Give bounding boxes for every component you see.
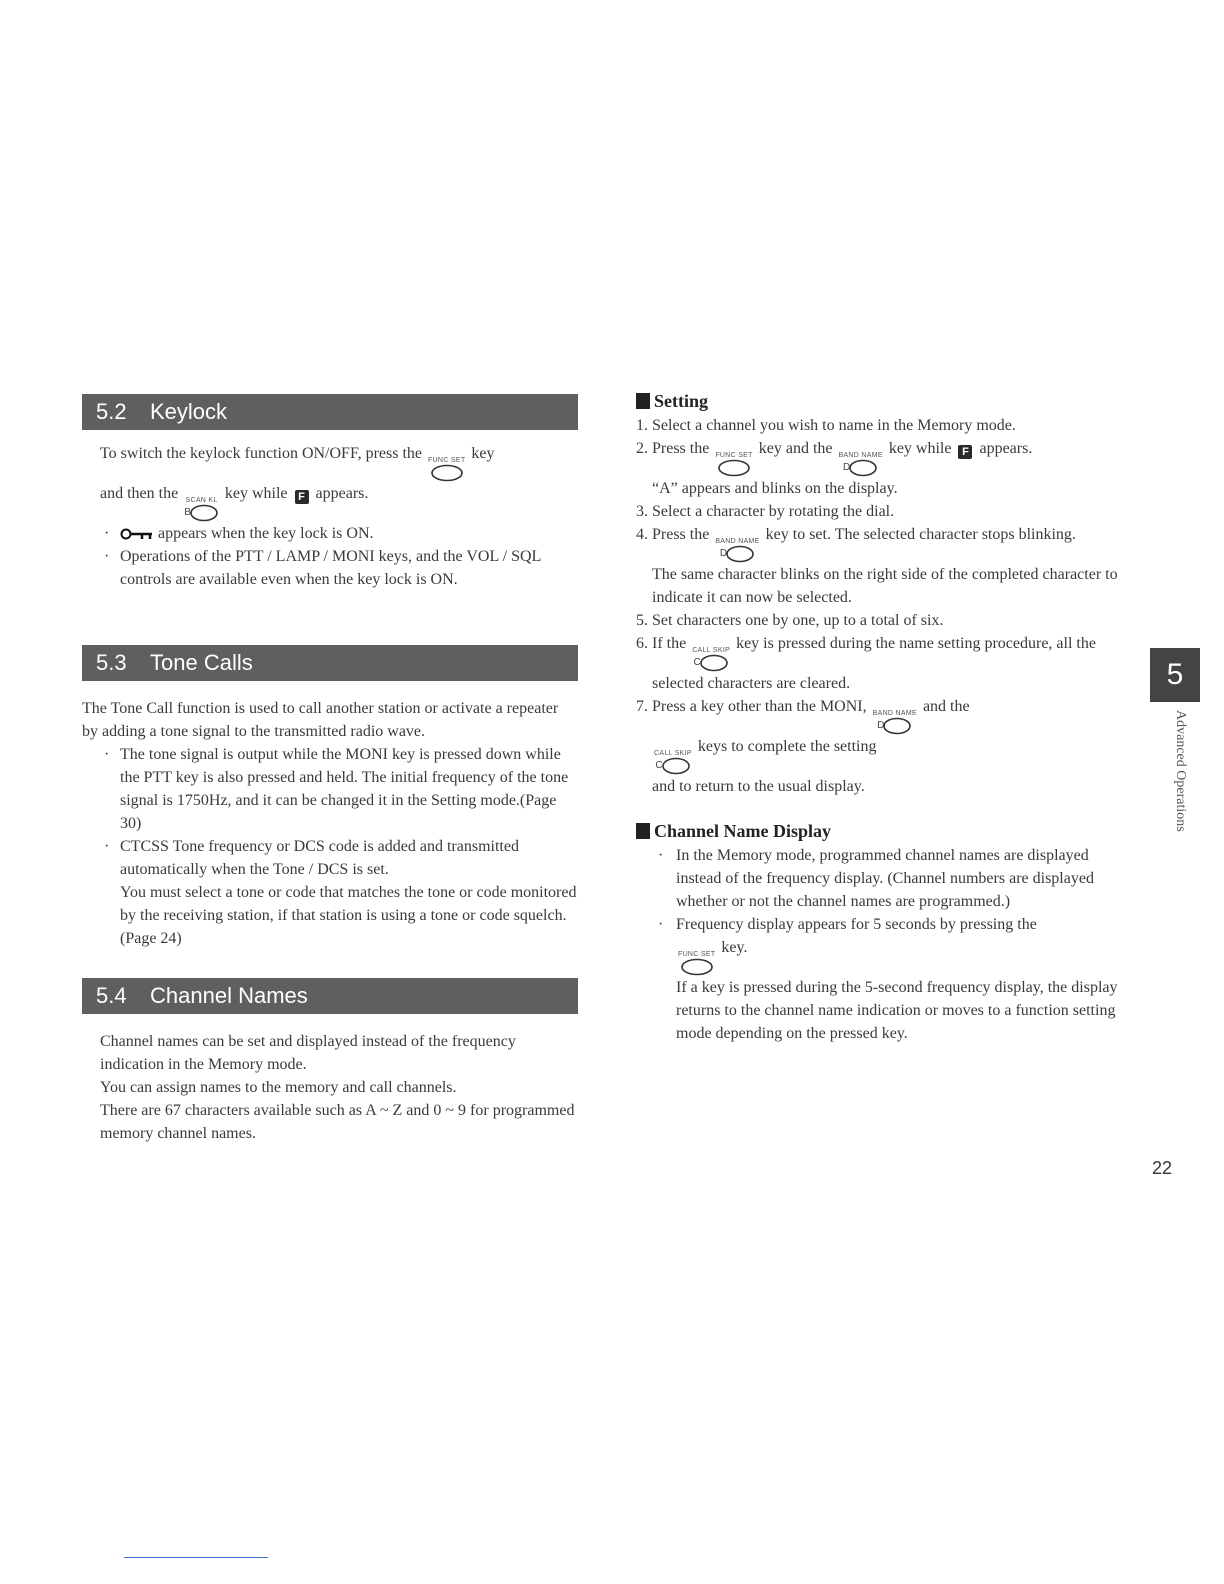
page-number: 22 (1152, 1158, 1173, 1178)
text: key to set. The selected character stops blinking. (765, 526, 1076, 543)
cnd-bullet-2 (636, 913, 1136, 976)
text: and the (922, 698, 970, 715)
section-header-keylock (82, 394, 578, 430)
func-set-key-icon (715, 452, 752, 477)
section-title: Keylock (150, 399, 228, 424)
key-oval (843, 459, 878, 477)
call-skip-key-icon (654, 750, 692, 775)
square-bullet-icon (636, 393, 650, 409)
band-name-key-icon (838, 452, 882, 477)
text: Press the (652, 526, 710, 543)
section-header-channel-names (82, 978, 578, 1014)
tone-calls-bullet-1: · The tone signal is output while the MONI key is pressed down while the PTT key is also pressed and held. The initial frequency of the tone signal is 1750Hz, and it can be changed it in the Setting mode.(Page 30) (82, 743, 578, 835)
band-name-key-icon (715, 538, 759, 563)
key-oval (184, 504, 219, 522)
text: Frequency display appears for 5 seconds by pressing the (676, 916, 1037, 933)
channel-names-p1: Channel names can be set and displayed instead of the frequency indication in the Memory mode. (100, 1033, 516, 1073)
footer-line (124, 1557, 268, 1558)
step-7 (636, 695, 1136, 798)
lock-icon (120, 528, 154, 540)
text: If the (652, 635, 687, 652)
left-column (82, 394, 578, 1145)
text: Press the (652, 440, 710, 457)
section-number: 5.2 (96, 399, 127, 424)
key-oval (655, 757, 690, 775)
keylock-bullet-1 (82, 522, 578, 545)
section-number: 5.4 (96, 983, 127, 1008)
key-prefix: C (693, 657, 701, 668)
step-number: 7. (636, 698, 648, 715)
step-2 (636, 437, 1136, 500)
key-prefix: C (655, 760, 663, 771)
channel-names-p3: There are 67 characters available such as A ~ Z and 0 ~ 9 for programmed memory channel names. (100, 1102, 575, 1142)
text: appears when the key lock is ON. (158, 525, 374, 542)
text: and to return to the usual display. (652, 778, 865, 795)
call-skip-key-icon (692, 647, 730, 672)
text: Set characters one by one, up to a total of six. (652, 612, 944, 629)
key-tag: CALL SKIP (692, 647, 731, 654)
cnd-bullet-2-cont: If a key is pressed during the 5-second frequency display, the display returns to the channel name indication or moves to a function setting mode depending on the pressed key. (676, 979, 1118, 1042)
text: key. (721, 939, 748, 956)
section-title: Channel Names (150, 983, 308, 1008)
channel-names-p2: You can assign names to the memory and call channels. (100, 1079, 457, 1096)
step-number: 3. (636, 503, 648, 520)
key-oval (680, 958, 714, 976)
text: keys to complete the setting (697, 738, 877, 755)
heading-text: Setting (654, 391, 708, 411)
key-oval (877, 717, 912, 735)
text: key while (224, 485, 288, 502)
key-oval (694, 654, 729, 672)
section-number: 5.3 (96, 650, 127, 675)
key-tag: BAND NAME (872, 710, 917, 717)
function-f-icon: F (958, 445, 972, 459)
key-prefix: D (843, 462, 851, 473)
key-tag: SCAN KL (185, 497, 218, 504)
tone-calls-bullet-2: · CTCSS Tone frequency or DCS code is added and transmitted automatically when the Tone / DCS is set. (82, 835, 578, 881)
text: “A” appears and blinks on the display. (652, 480, 898, 497)
key-tag: CALL SKIP (654, 750, 692, 757)
text: Press a key other than the MONI, (652, 698, 867, 715)
text: key (471, 445, 495, 462)
chapter-label: Advanced Operations (1173, 710, 1188, 832)
key-tag: FUNC SET (428, 457, 466, 464)
text: key and the (758, 440, 833, 457)
step-5 (636, 609, 1136, 632)
scan-kl-key-icon (184, 497, 219, 522)
step-4 (636, 523, 1136, 609)
text: and then the (100, 485, 179, 502)
text: To switch the keylock function ON/OFF, press the (100, 445, 422, 462)
channel-name-display-heading (636, 818, 1136, 844)
section-title: Tone Calls (150, 650, 253, 675)
key-tag: FUNC SET (678, 951, 716, 958)
text: key is pressed during the name setting procedure, all the selected characters are cleared. (652, 635, 1096, 692)
step-number: 6. (636, 635, 648, 652)
key-oval (717, 459, 751, 477)
step-number: 2. (636, 440, 648, 457)
band-name-key-icon (873, 710, 917, 735)
key-tag: FUNC SET (715, 452, 753, 459)
step-number: 4. (636, 526, 648, 543)
key-oval (720, 545, 755, 563)
keylock-intro (82, 430, 578, 522)
text: Select a character by rotating the dial. (652, 503, 895, 520)
key-oval (430, 464, 464, 482)
text: key while (888, 440, 952, 457)
tone-calls-bullet-2-cont: You must select a tone or code that matches the tone or code monitored by the receiving station, if that station is using a tone or code squelch.(Page 24) (120, 884, 577, 947)
tone-calls-intro: The Tone Call function is used to call another station or activate a repeater by adding a tone signal to the transmitted radio wave. (82, 700, 559, 740)
chapter-tab: 5 (1150, 648, 1200, 702)
step-1 (636, 414, 1136, 437)
text: The same character blinks on the right side of the completed character to indicate it can now be selected. (652, 566, 1118, 606)
key-tag: BAND NAME (715, 538, 760, 545)
text: appears. (979, 440, 1033, 457)
func-set-key-icon (678, 951, 715, 976)
key-prefix: B (184, 507, 191, 518)
key-prefix: D (877, 720, 885, 731)
heading-text: Channel Name Display (654, 821, 832, 841)
text: Select a channel you wish to name in the Memory mode. (652, 417, 1016, 434)
step-number: 5. (636, 612, 648, 629)
step-6 (636, 632, 1136, 695)
function-f-icon: F (295, 490, 309, 504)
key-tag: BAND NAME (838, 452, 883, 459)
right-column (636, 388, 1136, 1045)
setting-heading (636, 388, 1136, 414)
setting-steps (636, 414, 1136, 798)
step-number: 1. (636, 417, 648, 434)
square-bullet-icon (636, 823, 650, 839)
text: appears. (315, 485, 369, 502)
section-header-tone-calls (82, 645, 578, 681)
func-set-key-icon (428, 457, 465, 482)
keylock-bullet-2: · Operations of the PTT / LAMP / MONI keys, and the VOL / SQL controls are available even when the key lock is ON. (82, 545, 578, 591)
cnd-bullet-1: · In the Memory mode, programmed channel names are displayed instead of the frequency display. (Channel numbers are displayed whether or not the channel names are programmed.) (636, 844, 1136, 913)
step-3 (636, 500, 1136, 523)
key-prefix: D (719, 548, 728, 559)
